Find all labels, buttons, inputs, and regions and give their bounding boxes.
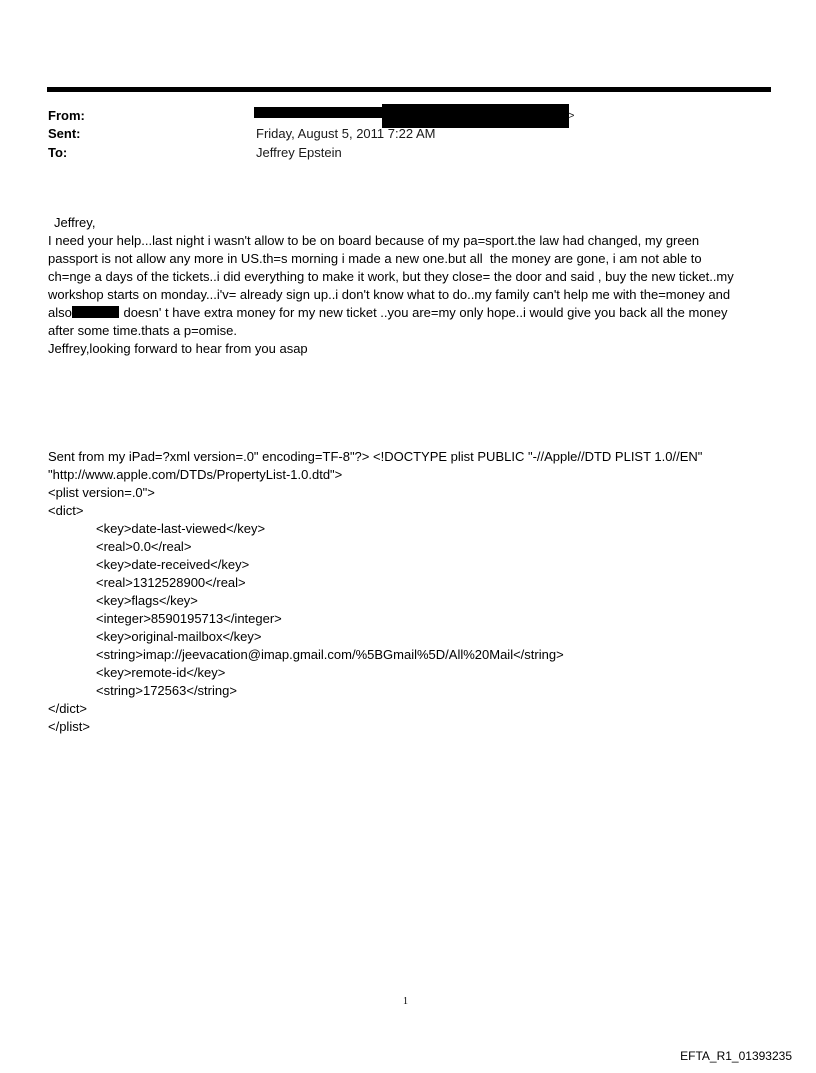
plist-line-2: "http://www.apple.com/DTDs/PropertyList-1.0.dtd"> (48, 467, 343, 482)
message-line-3: ch=nge a days of the tickets..i did everything to make it work, but they close= the door and said , buy the new ticket..my (48, 269, 734, 284)
message-greeting: Jeffrey, (54, 215, 96, 230)
message-line-4: workshop starts on monday...i'v= already sign up..i don't know what to do..my family can't help me with the=money and (48, 287, 731, 302)
plist-entry: <real>1312528900</real> (96, 575, 246, 590)
message-line-5 (48, 304, 778, 322)
plist-entry: <string>172563</string> (96, 683, 237, 698)
message-closing: Jeffrey,looking forward to hear from you asap (48, 341, 308, 356)
plist-entry: <key>date-last-viewed</key> (96, 521, 266, 536)
plist-entry: <real>0.0</real> (96, 539, 192, 554)
plist-entry: <key>flags</key> (96, 593, 198, 608)
message-line-1: I need your help...last night i wasn't allow to be on board because of my pa=sport.the law had changed, my green (48, 233, 700, 248)
plist-entry: <integer>8590195713</integer> (96, 611, 282, 626)
plist-line-1: Sent from my iPad=?xml version=.0" encoding=TF-8"?> <!DOCTYPE plist PUBLIC "-//Apple//DTD PLIST 1.0//EN" (48, 449, 703, 464)
inline-redaction (72, 306, 119, 318)
from-label: From: (48, 108, 85, 123)
to-label: To: (48, 145, 68, 160)
plist-line-3: <plist version=.0"> (48, 485, 155, 500)
message-line-2: passport is not allow any more in US.th=s morning i made a new one.but all the money are gone, i am not able to (48, 251, 702, 266)
message-line-5-prefix: also (48, 305, 72, 320)
plist-entry: <key>date-received</key> (96, 557, 250, 572)
plist-entry: <key>original-mailbox</key> (96, 629, 262, 644)
redaction-from-email (382, 104, 569, 128)
page-number: 1 (403, 996, 408, 1007)
message-line-6: after some time.thats a p=omise. (48, 323, 237, 338)
sent-label: Sent: (48, 126, 81, 141)
plist-entry: <string>imap://jeevacation@imap.gmail.com/%5BGmail%5D/All%20Mail</string> (96, 647, 564, 662)
sent-value: Friday, August 5, 2011 7:22 AM (256, 126, 436, 141)
redaction-from-name (254, 107, 382, 118)
plist-entry: <key>remote-id</key> (96, 665, 226, 680)
header-rule (47, 87, 771, 92)
to-value: Jeffrey Epstein (256, 145, 342, 160)
plist-close-plist: </plist> (48, 719, 90, 734)
plist-line-4: <dict> (48, 503, 84, 518)
from-trailing-bracket: > (568, 110, 575, 122)
message-line-5-suffix: doesn' t have extra money for my new ticket ..you are=my only hope..i would give you back all the money (119, 305, 728, 320)
bates-number: EFTA_R1_01393235 (680, 1049, 792, 1063)
plist-close-dict: </dict> (48, 701, 88, 716)
